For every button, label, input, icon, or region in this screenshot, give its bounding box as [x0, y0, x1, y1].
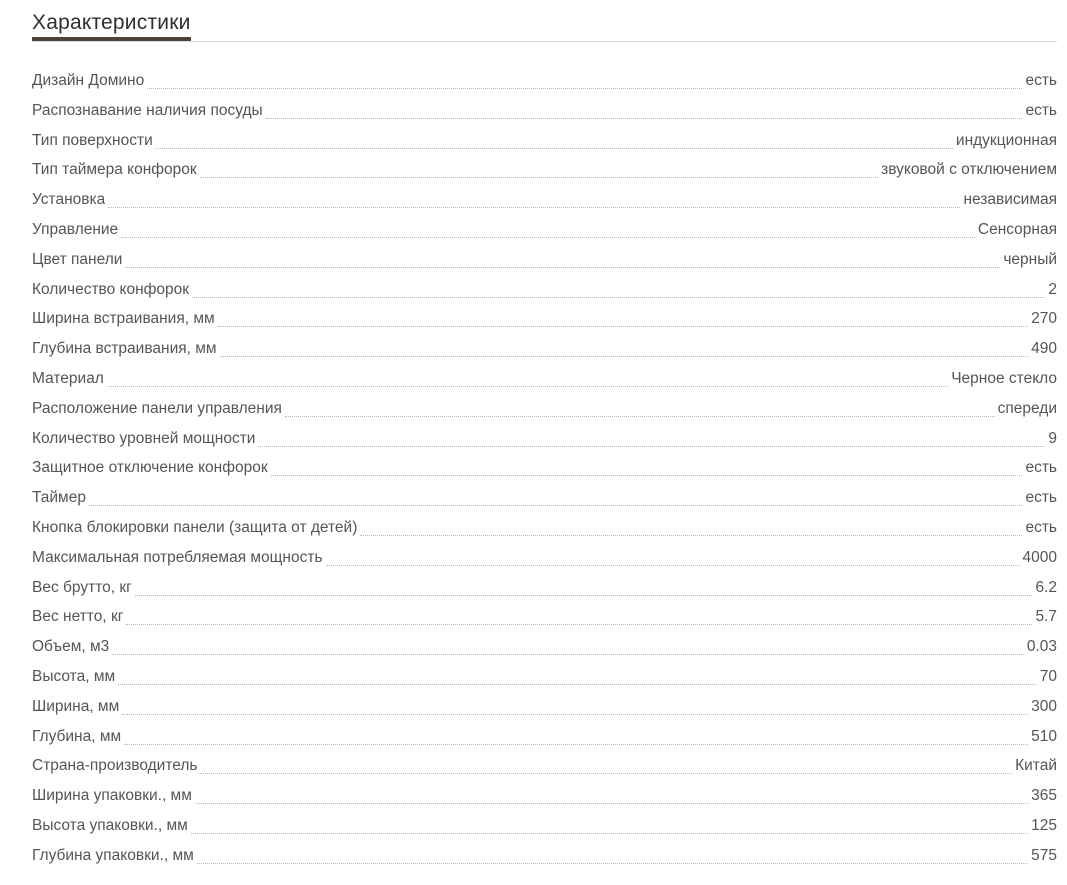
- spec-value: 490: [1031, 340, 1057, 358]
- spec-name: Вес нетто, кг: [32, 608, 124, 626]
- dotted-leader: [200, 177, 878, 178]
- spec-name: Дизайн Домино: [32, 72, 145, 89]
- dotted-leader: [147, 88, 1022, 89]
- spec-value: Черное стекло: [951, 369, 1057, 387]
- spec-value: 575: [1031, 846, 1057, 864]
- dotted-leader: [191, 833, 1028, 834]
- spec-row: [32, 185, 1057, 215]
- spec-row: [32, 394, 1057, 424]
- spec-value: 5.7: [1035, 608, 1057, 626]
- spec-row: [32, 751, 1057, 781]
- dotted-leader: [118, 684, 1037, 685]
- spec-name: Распознавание наличия посуды: [32, 101, 263, 119]
- spec-value: 70: [1039, 667, 1057, 685]
- spec-name: Защитное отключение конфорок: [32, 459, 268, 477]
- spec-value: независимая: [963, 191, 1057, 209]
- spec-name: Глубина встраивания, мм: [32, 340, 217, 358]
- spec-row: [32, 364, 1057, 394]
- spec-name: Тип таймера конфорок: [32, 161, 197, 179]
- spec-name: Управление: [32, 220, 119, 238]
- spec-row: [32, 96, 1057, 126]
- spec-row: [32, 334, 1057, 364]
- dotted-leader: [200, 773, 1012, 774]
- spec-name: Высота, мм: [32, 667, 116, 685]
- spec-row: [32, 692, 1057, 722]
- spec-name: Ширина упаковки., мм: [32, 787, 192, 805]
- spec-value: 365: [1031, 787, 1057, 805]
- spec-name: Вес брутто, кг: [32, 578, 132, 596]
- spec-value: 510: [1031, 727, 1057, 745]
- spec-name: Количество конфорок: [32, 280, 190, 298]
- spec-value: индукционная: [955, 131, 1057, 149]
- spec-value: есть: [1025, 101, 1057, 119]
- spec-row: [32, 632, 1057, 662]
- dotted-leader: [112, 654, 1024, 655]
- dotted-leader: [220, 356, 1029, 357]
- spec-row: [32, 126, 1057, 156]
- spec-value: черный: [1003, 250, 1057, 268]
- dotted-leader: [195, 803, 1028, 804]
- dotted-leader: [126, 624, 1032, 625]
- spec-row: [32, 543, 1057, 573]
- spec-name: Тип поверхности: [32, 131, 153, 149]
- spec-row: [32, 275, 1057, 305]
- spec-name: Ширина, мм: [32, 697, 120, 715]
- spec-row: [32, 66, 1057, 96]
- spec-name: Таймер: [32, 489, 86, 507]
- spec-name: Глубина упаковки., мм: [32, 846, 194, 864]
- specifications-section: [32, 0, 1057, 864]
- specifications-list: [32, 66, 1057, 871]
- spec-value: есть: [1025, 72, 1057, 89]
- spec-row: [32, 245, 1057, 275]
- spec-row: [32, 573, 1057, 603]
- spec-name: Цвет панели: [32, 250, 123, 268]
- spec-row: [32, 811, 1057, 841]
- specifications-header: [32, 0, 1057, 42]
- spec-row: [32, 215, 1057, 245]
- spec-row: [32, 722, 1057, 752]
- spec-name: Кнопка блокировки панели (защита от детей): [32, 518, 358, 536]
- spec-row: [32, 424, 1057, 454]
- spec-name: Максимальная потребляемая мощность: [32, 548, 323, 566]
- dotted-leader: [107, 386, 948, 387]
- spec-row: [32, 781, 1057, 811]
- spec-value: 300: [1031, 697, 1057, 715]
- spec-name: Материал: [32, 369, 104, 387]
- spec-value: 4000: [1022, 548, 1057, 566]
- dotted-leader: [108, 207, 960, 208]
- spec-name: Высота упаковки., мм: [32, 816, 188, 834]
- spec-name: Количество уровней мощности: [32, 429, 256, 447]
- dotted-leader: [135, 595, 1033, 596]
- spec-name: Установка: [32, 191, 106, 209]
- dotted-leader: [266, 118, 1023, 119]
- spec-name: Расположение панели управления: [32, 399, 282, 417]
- dotted-leader: [326, 565, 1020, 566]
- spec-row: [32, 841, 1057, 871]
- dotted-leader: [122, 714, 1028, 715]
- spec-name: Ширина встраивания, мм: [32, 310, 215, 328]
- spec-value: есть: [1025, 459, 1057, 477]
- spec-value: 270: [1031, 310, 1057, 328]
- dotted-leader: [121, 237, 975, 238]
- spec-value: 0.03: [1026, 638, 1057, 656]
- dotted-leader: [271, 475, 1023, 476]
- dotted-leader: [258, 446, 1045, 447]
- dotted-leader: [192, 297, 1045, 298]
- dotted-leader: [125, 267, 1000, 268]
- dotted-leader: [124, 744, 1028, 745]
- spec-row: [32, 483, 1057, 513]
- spec-value: Сенсорная: [977, 220, 1057, 238]
- spec-value: 6.2: [1035, 578, 1057, 596]
- spec-row: [32, 453, 1057, 483]
- dotted-leader: [197, 863, 1028, 864]
- dotted-leader: [218, 326, 1028, 327]
- spec-row: [32, 155, 1057, 185]
- spec-value: есть: [1025, 489, 1057, 507]
- spec-value: 2: [1048, 280, 1057, 298]
- dotted-leader: [285, 416, 995, 417]
- spec-value: 9: [1048, 429, 1057, 447]
- spec-value: есть: [1025, 518, 1057, 536]
- spec-value: 125: [1031, 816, 1057, 834]
- spec-row: [32, 662, 1057, 692]
- section-title: Характеристики: [32, 11, 191, 41]
- dotted-leader: [360, 535, 1022, 536]
- spec-name: Страна-производитель: [32, 757, 198, 775]
- spec-row: [32, 513, 1057, 543]
- spec-name: Объем, м3: [32, 638, 110, 656]
- dotted-leader: [89, 505, 1023, 506]
- spec-row: [32, 304, 1057, 334]
- spec-value: спереди: [997, 399, 1057, 417]
- dotted-leader: [156, 148, 953, 149]
- spec-name: Глубина, мм: [32, 727, 122, 745]
- spec-value: звуковой с отключением: [881, 161, 1057, 179]
- spec-value: Китай: [1015, 757, 1057, 775]
- spec-row: [32, 602, 1057, 632]
